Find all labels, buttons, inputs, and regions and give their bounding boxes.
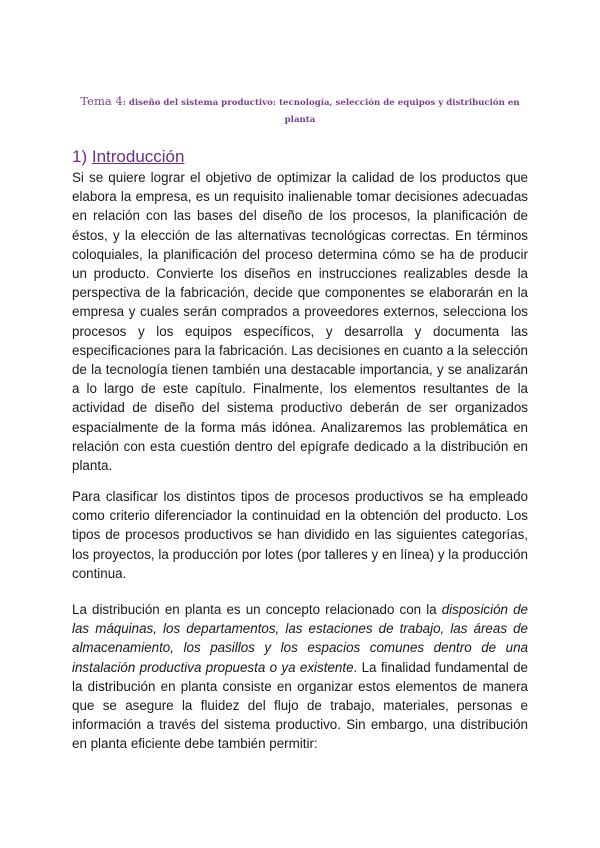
paragraph-plant-layout [72, 600, 528, 754]
section-heading-text: Introducción [91, 147, 185, 166]
paragraph-plant-layout-start: La distribución en planta es un concepto relacionado con la [72, 602, 442, 617]
title-label: Tema 4 [80, 94, 123, 108]
document-title [70, 93, 530, 129]
paragraph-plant-layout-italic: disposición de las máquinas, los departamentos, las estaciones de trabajo, las áreas de almacenamiento, los pasillos y los espacios comunes dentro de una instalación productiva propuesta o ya existente [72, 602, 528, 675]
section-number: 1) [72, 147, 88, 166]
paragraph-process-types: Para clasificar los distintos tipos de procesos productivos se ha empleado como criterio diferenciador la continuidad en la obtención del producto. Los tipos de procesos productivos se han dividido en las siguientes categorías, los proyectos, la producción por lotes (por talleres y en línea) y la producción continua. [72, 489, 528, 581]
section-heading [72, 147, 184, 167]
paragraph-plant-layout-end: . La finalidad fundamental de la distribución en planta consiste en organizar estos elementos de manera que se asegure la fluidez del flujo de trabajo, materiales, personas e información a través del sistema productivo. Sin embargo, una distribución en planta eficiente debe también permitir: [72, 659, 528, 752]
title-text: : diseño del sistema productivo: tecnología, selección de equipos y distribución en planta [122, 98, 520, 125]
paragraph-intro: Si se quiere lograr el objetivo de optimizar la calidad de los productos que elabora la empresa, es un requisito inalienable tomar decisiones adecuadas en relación con las bases del diseño de los procesos, la planificación de éstos, y la elección de las alternativas tecnológicas correctas. En términos coloquiales, la planificación del proceso determina cómo se ha de producir un producto. Convierte los diseños en instrucciones realizables desde la perspectiva de la fabricación, decide que componentes se elaborarán en la empresa y cuales serán comprados a proveedores externos, selecciona los procesos y los equipos específicos, y desarrolla y documenta las especificaciones para la fabricación. Las decisiones en cuanto a la selección de la tecnología tienen también una destacable importancia, y se analizarán a lo largo de este capítulo. Finalmente, los elementos resultantes de la actividad de diseño del sistema productivo deberán de ser organizados espacialmente de la forma más idónea. Analizaremos las problemática en relación con esta cuestión dentro del epígrafe dedicado a la distribución en planta. [72, 170, 528, 474]
